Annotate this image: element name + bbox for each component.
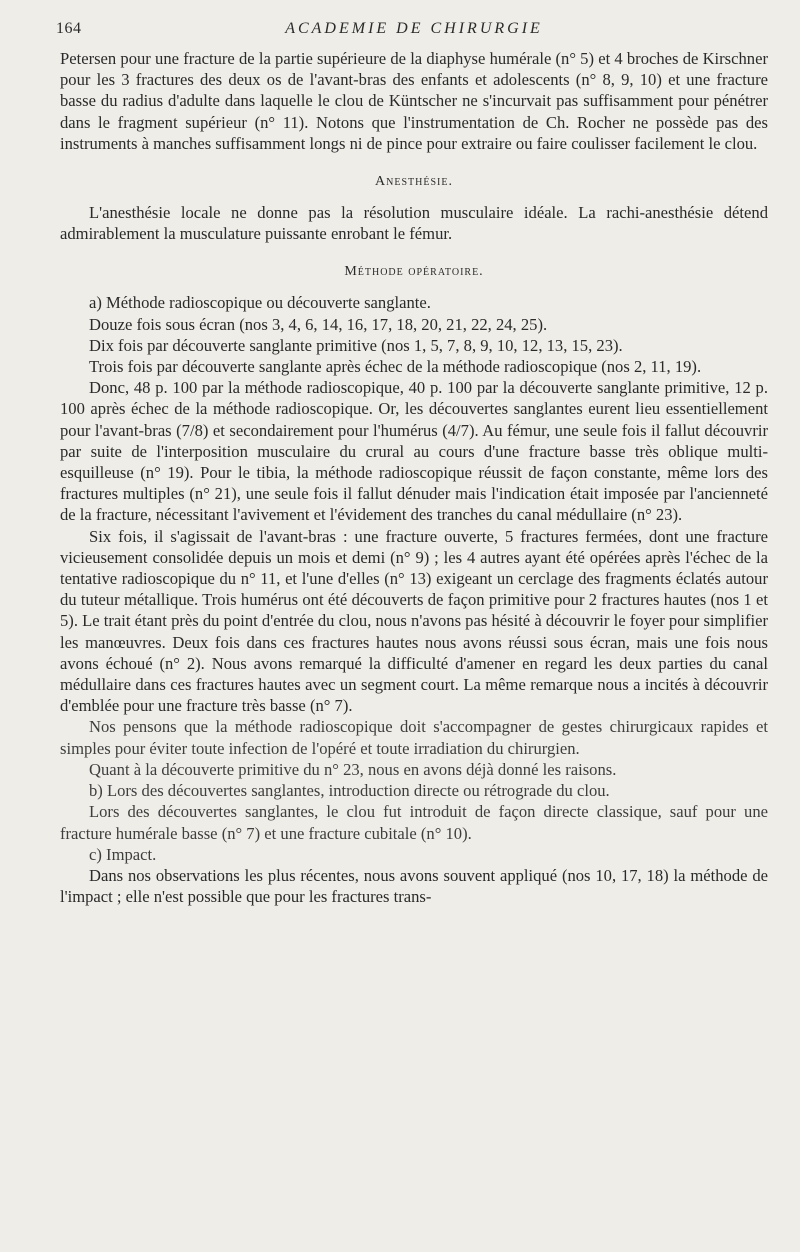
paragraph-decouverte-primitive: Quant à la découverte primitive du n° 23, nous en avons déjà donné les raisons. — [89, 759, 617, 779]
paragraph-anesthesie: L'anesthésie locale ne donne pas la résolution musculaire idéale. La rachi-anesthésie détend admirablement la musculature puissante enrobant le fémur. — [60, 203, 768, 244]
paragraph-impact: Dans nos observations les plus récentes, nous avons souvent appliqué (nos 10, 17, 18) la méthode de l'impact ; elle n'est possible que pour les fractures trans- — [60, 865, 768, 907]
paragraph-avant-bras: Six fois, il s'agissait de l'avant-bras : une fracture ouverte, 5 fractures fermées, dont une fracture vicieusement consolidée depuis un mois et demi (n° 9) ; les 4 autres ayant été opérées après l'échec de la tentative radioscopique du n° 11, et l'une d'elles (n° 13) exigeant un cerclage des fragments éclatés autour du tuteur métallique. Trois humérus ont été découverts de façon primitive pour 2 fractures hautes (nos 1 et 5). Le trait étant près du point d'entrée du clou, nous n'avons pas hésité à découvrir le foyer pour simplifier les manœuvres. Deux fois dans ces fractures hautes nous avons réussi sous écran, mais une fois nous avons échoué (n° 2). Nous avons remarqué la difficulté d'amener en regard les deux parties du canal médullaire dans ces fractures hautes avec un segment court. La même remarque nous a incités à découvrir d'emblée pour une fracture très basse (n° 7). — [60, 526, 768, 716]
paragraph-introduction-clou: Lors des découvertes sanglantes, le clou fut introduit de façon directe classique, sauf pour une fracture humérale basse (n° 7) et une fracture cubitale (n° 10). — [60, 802, 768, 843]
paragraph-apres-echec: Trois fois par découverte sanglante après échec de la méthode radioscopique (nos 2, 11, 19). — [89, 357, 702, 377]
paragraph-methode-b: b) Lors des découvertes sanglantes, introduction directe ou rétrograde du clou. — [89, 781, 610, 801]
paragraph-sanglante-primitive: Dix fois par découverte sanglante primitive (nos 1, 5, 7, 8, 9, 10, 12, 13, 15, 23). — [89, 335, 623, 355]
paragraph-continuation: Petersen pour une fracture de la partie supérieure de la diaphyse humérale (n° 5) et 4 broches de Kirschner pour les 3 fractures des deux os de l'avant-bras des enfants et adolescents (n° 8, 9, 10) et une fracture basse du radius d'adulte dans laquelle le clou de Küntscher ne s'incurvait pas suffisamment pour pénétrer dans le fragment supérieur (n° 11). Notons que l'instrumentation de Ch. Rocher ne possède pas des instruments à manches suffisamment longs ni de pince pour extraire ou faire coulisser facilement le clou. — [60, 49, 768, 153]
section-heading-methode: Méthode opératoire. — [344, 264, 484, 280]
section-heading-anesthesie: Anesthésie. — [375, 174, 453, 190]
page-number: 164 — [56, 20, 82, 37]
page-header — [56, 18, 768, 48]
paragraph-methode-a: a) Méthode radioscopique ou découverte sanglante. — [89, 293, 431, 313]
paragraph-ecran: Douze fois sous écran (nos 3, 4, 6, 14, 16, 17, 18, 20, 21, 22, 24, 25). — [89, 314, 548, 334]
paragraph-pourcentages: Donc, 48 p. 100 par la méthode radioscopique, 40 p. 100 par la découverte sanglante primitive, 12 p. 100 après échec de la méthode radioscopique. Or, les découvertes sanglantes eurent lieu essentiellement pour l'avant-bras (7/8) et secondairement pour l'humérus (4/7). Au fémur, une seule fois il fallut découvrir par suite de l'interposition musculaire du crural au cours d'une fracture basse très oblique multi-esquilleuse (n° 19). Pour le tibia, la méthode radioscopique réussit de façon constante, même lors des fractures multiples (n° 21), une seule fois il fallut dénuder mais l'indication était imposée par l'ancienneté de la fracture, nécessitant l'avivement et l'évidement des tranches du canal médullaire (n° 23). — [60, 378, 768, 525]
running-title: ACADEMIE DE CHIRURGIE — [285, 20, 543, 37]
paragraph-gestes: Nos pensons que la méthode radioscopique doit s'accompagner de gestes chirurgicaux rapides et simples pour éviter toute infection de l'opéré et toute irradiation du chirurgien. — [60, 717, 768, 758]
paragraph-methode-c: c) Impact. — [89, 844, 157, 864]
